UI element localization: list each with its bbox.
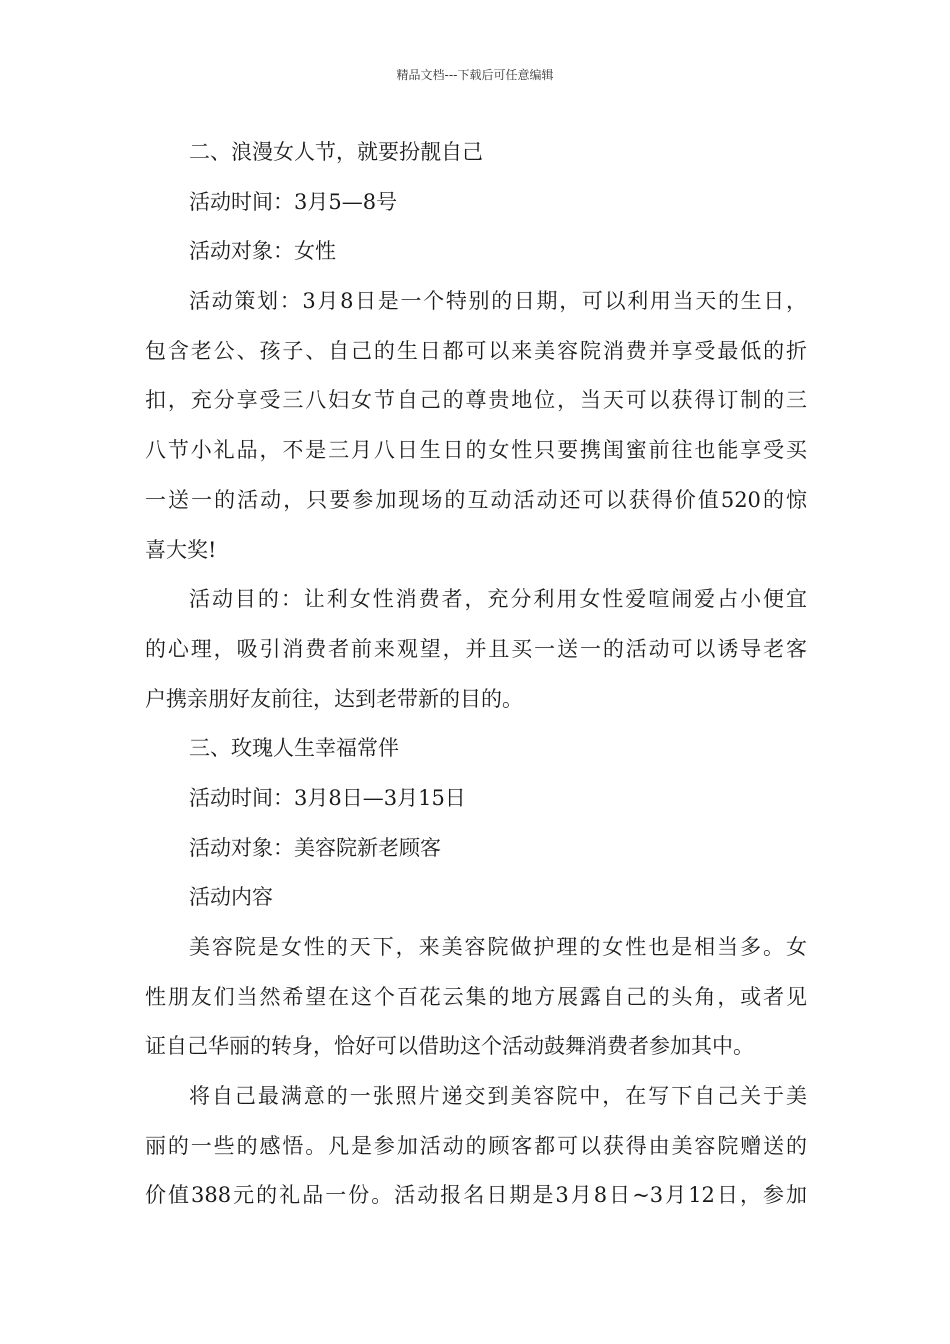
activity-target: 活动对象：女性 — [189, 239, 336, 264]
paragraph-line: 户携亲朋好友前往，达到老带新的目的。 — [145, 686, 523, 711]
paragraph-line: 活动目的：让利女性消费者，充分利用女性爱喧闹爱占小便宜 — [189, 587, 807, 612]
paragraph-line: 包含老公、孩子、自己的生日都可以来美容院消费并享受最低的折 — [145, 338, 807, 363]
paragraph-line: 将自己最满意的一张照片递交到美容院中，在写下自己关于美 — [189, 1084, 807, 1109]
activity-time: 活动时间：3月5—8号 — [189, 189, 398, 214]
paragraph-line: 性朋友们当然希望在这个百花云集的地方展露自己的头角，或者见 — [145, 984, 807, 1009]
paragraph-line: 扣，充分享受三八妇女节自己的尊贵地位，当天可以获得订制的三 — [145, 388, 807, 413]
paragraph-line: 价值388元的礼品一份。活动报名日期是3月8日~3月12日，参加 — [145, 1183, 807, 1208]
paragraph-line: 喜大奖! — [145, 537, 217, 562]
section-heading: 二、浪漫女人节，就要扮靓自己 — [189, 140, 483, 164]
paragraph-line: 活动策划：3月8日是一个特别的日期，可以利用当天的生日， — [189, 289, 807, 314]
paragraph-line: 一送一的活动，只要参加现场的互动活动还可以获得价值520的惊 — [145, 487, 807, 512]
paragraph-line: 美容院是女性的天下，来美容院做护理的女性也是相当多。女 — [189, 935, 807, 959]
activity-content-heading: 活动内容 — [189, 885, 273, 910]
paragraph-line: 证自己华丽的转身，恰好可以借助这个活动鼓舞消费者参加其中。 — [145, 1034, 754, 1059]
document-body — [145, 128, 807, 1221]
activity-target: 活动对象：美容院新老顾客 — [189, 835, 441, 860]
paragraph-line: 的心理，吸引消费者前来观望，并且买一送一的活动可以诱导老客 — [145, 636, 807, 661]
page-header: 精品文档---下载后可任意编辑 — [396, 68, 554, 82]
paragraph-line: 八节小礼品，不是三月八日生日的女性只要携闺蜜前往也能享受买 — [145, 438, 807, 463]
paragraph-line: 丽的一些的感悟。凡是参加活动的顾客都可以获得由美容院赠送的 — [145, 1133, 807, 1158]
section-heading: 三、玫瑰人生幸福常伴 — [189, 736, 399, 761]
activity-time: 活动时间：3月8日—3月15日 — [189, 785, 466, 810]
